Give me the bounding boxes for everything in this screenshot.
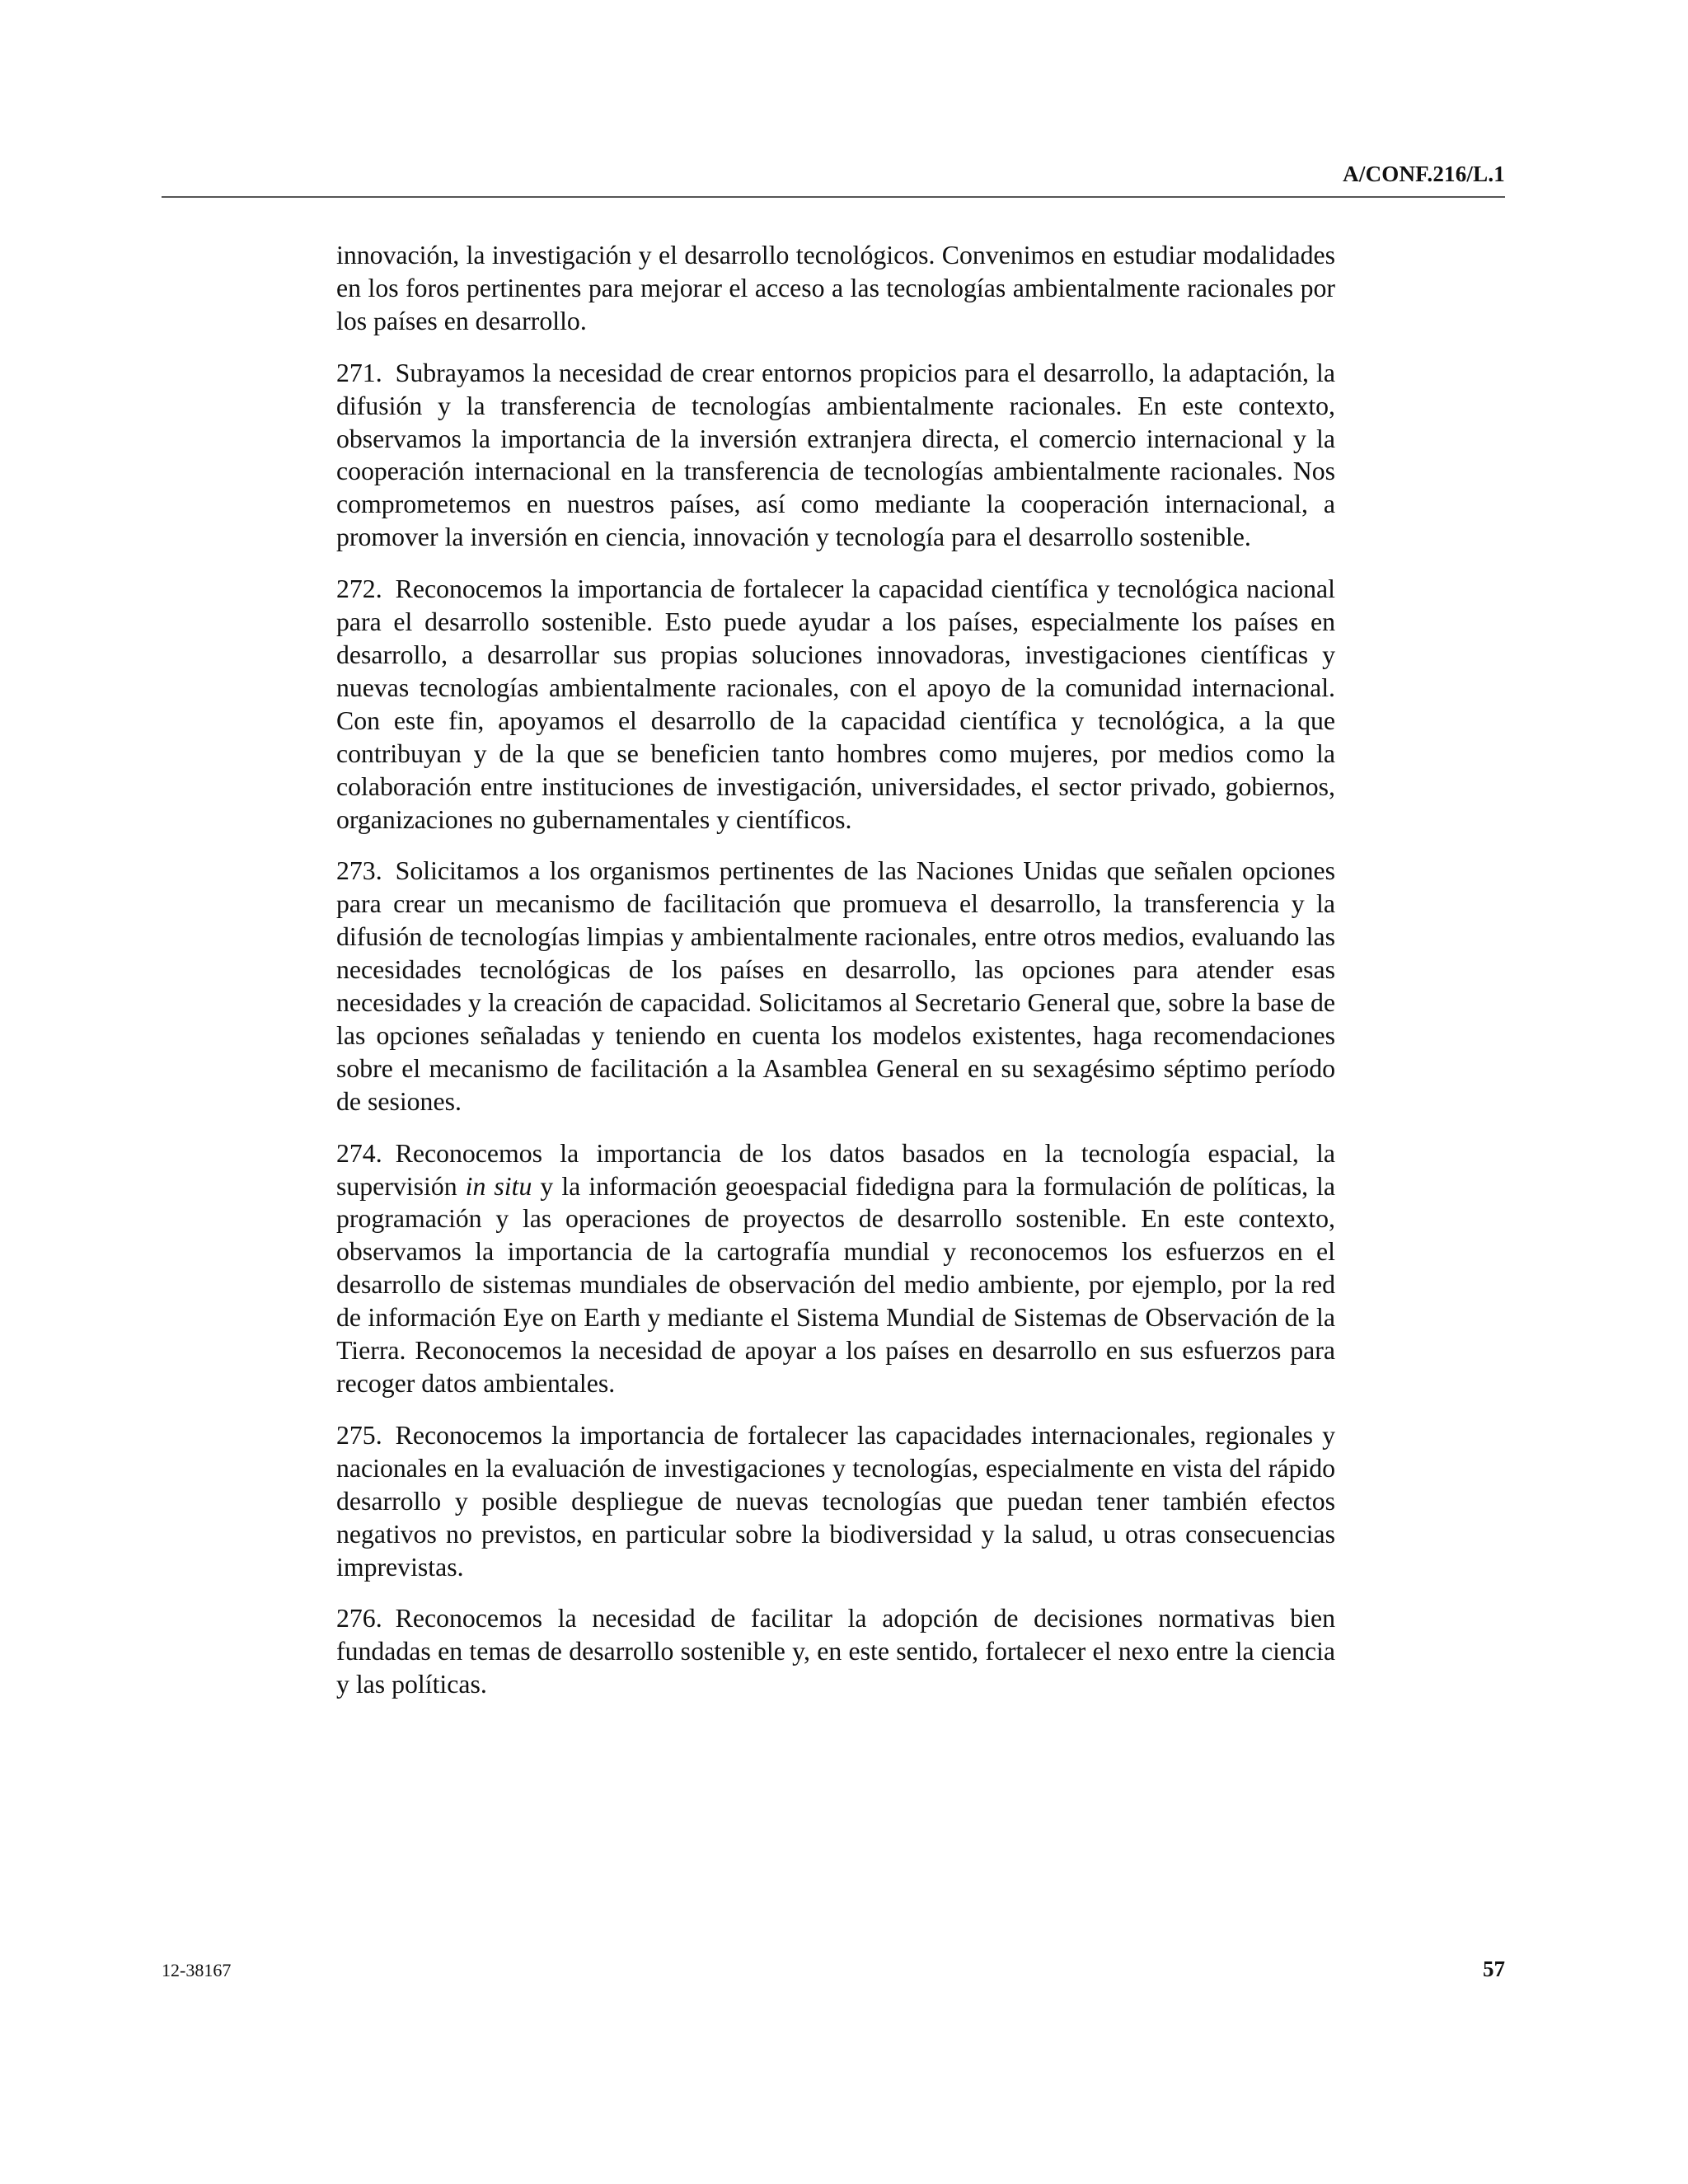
- paragraph-number: 273.: [336, 856, 382, 886]
- paragraph-number: 272.: [336, 574, 382, 604]
- paragraph-276: [336, 1602, 1335, 1701]
- paragraph-text: Subrayamos la necesidad de crear entornos propicios para el desarrollo, la adaptación, la difusión y la transferencia de tecnologías ambientalmente racionales. En este contexto, observamos la importancia de la inversión extranjera directa, el comercio internacional y la cooperación internacional en la transferencia de tecnologías ambientalmente racionales. Nos comprometemos en nuestros países, así como mediante la cooperación internacional, a promover la inversión en ciencia, innovación y tecnología para el desarrollo sostenible.: [336, 358, 1335, 552]
- paragraph-text: innovación, la investigación y el desarrollo tecnológicos. Convenimos en estudiar modalidades en los foros pertinentes para mejorar el acceso a las tecnologías ambientalmente racionales por los países en desarrollo.: [336, 241, 1335, 335]
- paragraph-271: [336, 357, 1335, 554]
- paragraph-text-end: y la información geoespacial fidedigna para la formulación de políticas, la programación y las operaciones de proyectos de desarrollo sostenible. En este contexto, observamos la importancia de la cartografía mundial y reconocemos los esfuerzos en el desarrollo de sistemas mundiales de observación del medio ambiente, por ejemplo, por la red de información Eye on Earth y mediante el Sistema Mundial de Sistemas de Observación de la Tierra. Reconocemos la necesidad de apoyar a los países en desarrollo en sus esfuerzos para recoger datos ambientales.: [336, 1171, 1336, 1398]
- paragraph-number: 276.: [336, 1604, 382, 1633]
- paragraph-text: Reconocemos la importancia de fortalecer las capacidades internacionales, regionales y nacionales en la evaluación de investigaciones y tecnologías, especialmente en vista del rápido desarrollo y posible despliegue de nuevas tecnologías que puedan tener también efectos negativos no previstos, en particular sobre la biodiversidad y la salud, u otras consecuencias imprevistas.: [336, 1420, 1335, 1582]
- header-divider: [162, 196, 1505, 198]
- paragraph-text-start: Reconocemos la importancia de los datos basados en la tecnología espacial, la supervisión: [336, 1138, 1335, 1201]
- job-number: 12-38167: [162, 1960, 232, 1980]
- paragraph-text: Reconocemos la importancia de fortalecer la capacidad científica y tecnológica nacional para el desarrollo sostenible. Esto puede ayudar a los países, especialmente los países en desarrollo, a desarrollar sus propias soluciones innovadoras, investigaciones científicas y nuevas tecnologías ambientalmente racionales, con el apoyo de la comunidad internacional. Con este fin, apoyamos el desarrollo de la capacidad científica y tecnológica, a la que contribuyan y de la que se beneficien tanto hombres como mujeres, por medios como la colaboración entre instituciones de investigación, universidades, el sector privado, gobiernos, organizaciones no gubernamentales y científicos.: [336, 574, 1335, 834]
- paragraph-number: 275.: [336, 1420, 382, 1450]
- document-symbol: A/CONF.216/L.1: [1343, 162, 1505, 186]
- document-body: [336, 239, 1335, 1720]
- page-number: 57: [1483, 1957, 1505, 1981]
- paragraph-number: 274.: [336, 1138, 382, 1168]
- paragraph-275: [336, 1419, 1335, 1584]
- paragraph-274: [336, 1137, 1335, 1400]
- paragraph-number: 271.: [336, 358, 382, 387]
- paragraph-text: Solicitamos a los organismos pertinentes de las Naciones Unidas que señalen opciones para crear un mecanismo de facilitación que promueva el desarrollo, la transferencia y la difusión de tecnologías limpias y ambientalmente racionales, entre otros medios, evaluando las necesidades tecnológicas de los países en desarrollo, las opciones para atender esas necesidades y la creación de capacidad. Solicitamos al Secretario General que, sobre la base de las opciones señaladas y teniendo en cuenta los modelos existentes, haga recomendaciones sobre el mecanismo de facilitación a la Asamblea General en su sexagésimo séptimo período de sesiones.: [336, 856, 1335, 1116]
- paragraph-continuation: [336, 239, 1335, 338]
- paragraph-273: [336, 855, 1335, 1118]
- paragraph-272: [336, 573, 1335, 836]
- paragraph-text: Reconocemos la necesidad de facilitar la adopción de decisiones normativas bien fundadas en temas de desarrollo sostenible y, en este sentido, fortalecer el nexo entre la ciencia y las políticas.: [336, 1604, 1335, 1699]
- italic-term: in situ: [465, 1171, 532, 1201]
